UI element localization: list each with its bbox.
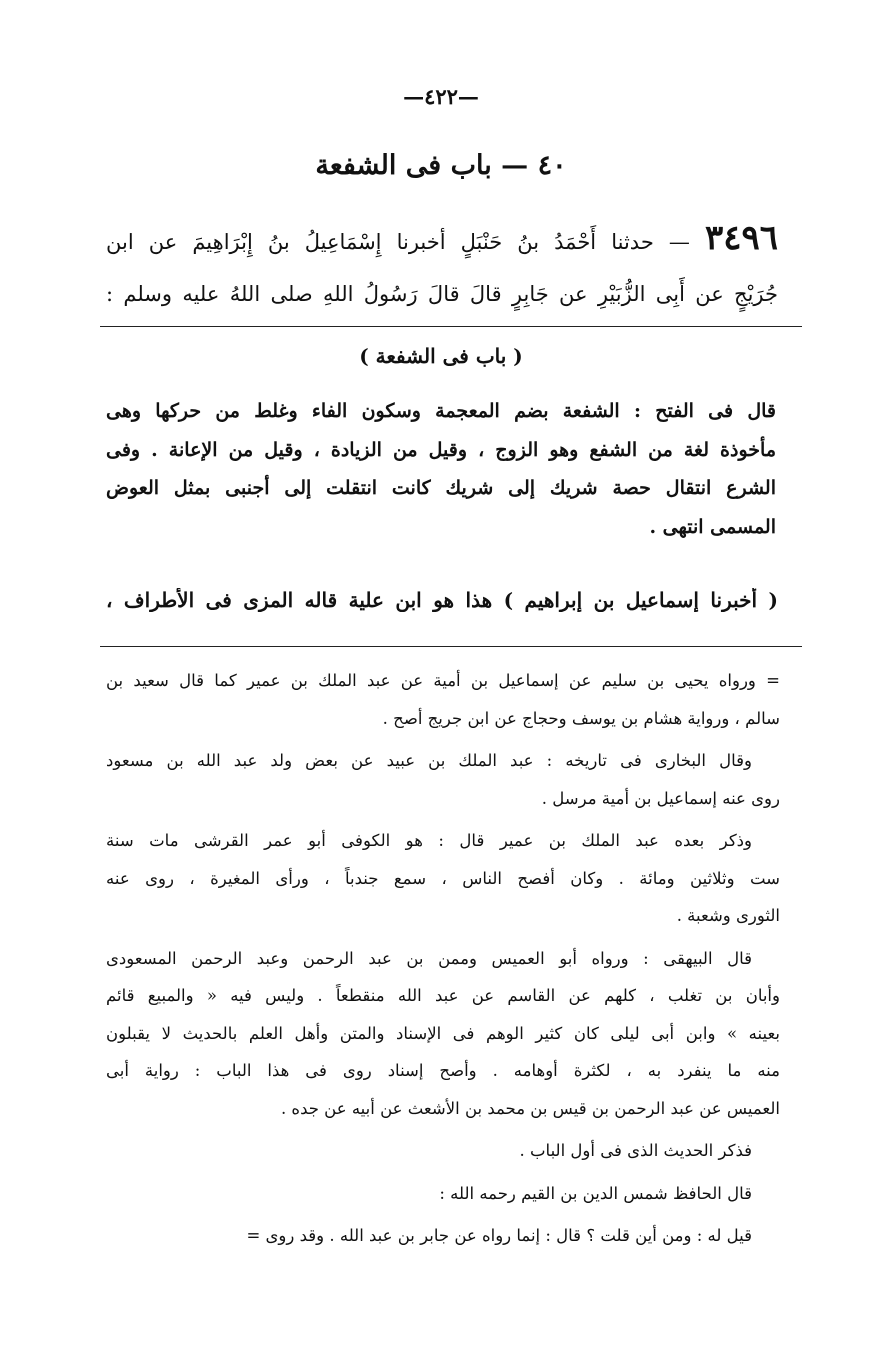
footnote-line: ست وثلاثين ومائة . وكان أفصح الناس ، سمع جندباً ، ورأى المغيرة ، روى عنه (106, 868, 780, 888)
footnote-paragraph (106, 1132, 780, 1170)
commentary-line: مأخوذة لغة من الشفع وهو الزوج ، وقيل من الزيادة ، وقيل من الإعانة . وفى (106, 438, 776, 461)
footnote-line: = ورواه يحيى بن سليم عن إسماعيل بن أمية عن عبد الملك بن عمير كما قال سعيد بن (106, 671, 780, 690)
footnote-paragraph (106, 1175, 780, 1213)
footnote-paragraph (106, 662, 780, 737)
hadith-line (106, 212, 778, 268)
footnote-line: بعينه » وابن أبى ليلى كان كثير الوهم فى الإسناد والمتن وأهل العلم بالحديث لا يقبلون (106, 1023, 780, 1043)
hadith-line-2: جُرَيْجٍ عن أَبِى الزُّبَيْرِ عن جَابِرٍ قالَ قالَ رَسُولُ اللهِ صلى اللهُ عليه وسلم : (106, 282, 778, 306)
commentary-line: المسمى انتهى . (649, 515, 776, 538)
footnote-line: روى عنه إسماعيل بن أمية مرسل . (541, 788, 780, 808)
commentary-line: قال فى الفتح : الشفعة بضم المعجمة وسكون الفاء وغلط من حركها وهى (106, 400, 776, 422)
commentary-line: الشرع انتقال حصة شريك إلى شريك كانت انتقلت إلى أجنبى بمثل العوض (106, 477, 776, 499)
footnote-line: قال البيهقى : ورواه أبو العميس وممن بن عبد الرحمن وعبد الرحمن المسعودى (106, 948, 752, 968)
footnote-divider (100, 646, 802, 647)
book-page (106, 0, 780, 1365)
footnote-paragraph (106, 940, 780, 1128)
commentary-note: ( أخبرنا إسماعيل بن إبراهيم ) هذا هو ابن علية قاله المزى فى الأطراف ، (106, 588, 778, 612)
hadith-number: ٣٤٩٦ (704, 218, 778, 258)
hadith-line-1: — حدثنا أَحْمَدُ بنُ حَنْبَلٍ أخبرنا إِسْمَاعِيلُ بنُ إِبْرَاهِيمَ عن ابن (106, 230, 690, 254)
footnote-line: منه ما ينفرد به ، لكثرة أوهامه . وأصح إسناد روى فى هذا الباب : رواية أبى (106, 1061, 780, 1080)
footnote-line: سالم ، ورواية هشام بن يوسف وحجاج عن ابن جريج أصح . (382, 708, 780, 728)
divider-rule (100, 326, 802, 327)
footnote-line: قال الحافظ شمس الدين بن القيم رحمه الله : (439, 1183, 752, 1203)
footnote-line: الثورى وشعبة . (676, 906, 780, 925)
hadith-text (106, 212, 778, 320)
chapter-title: ٤٠ — باب فى الشفعة (315, 150, 567, 181)
footnote-line: قيل له : ومن أين قلت ؟ قال : إنما رواه عن جابر بن عبد الله . وقد روى = (246, 1226, 752, 1245)
footnote-paragraph (106, 742, 780, 817)
footnote-line: وأبان بن تغلب ، كلهم عن القاسم عن عبد الله منقطعاً . وليس فيه « والمبيع قائم (106, 986, 780, 1005)
footnotes (106, 662, 780, 1260)
footnote-paragraph (106, 822, 780, 935)
footnote-line: وقال البخارى فى تاريخه : عبد الملك بن عبيد عن بعض ولد عبد الله بن مسعود (106, 751, 752, 770)
commentary-heading: ( باب فى الشفعة ) (359, 344, 523, 368)
commentary-body (106, 392, 776, 546)
footnote-line: فذكر الحديث الذى فى أول الباب . (519, 1141, 752, 1160)
footnote-paragraph (106, 1217, 780, 1255)
footnote-line: وذكر بعده عبد الملك بن عمير قال : هو الكوفى أبو عمر القرشى مات سنة (106, 831, 752, 850)
page-number: —٤٢٢— (403, 84, 479, 109)
footnote-line: العميس عن عبد الرحمن بن قيس بن محمد بن الأشعث عن أبيه عن جده . (280, 1098, 780, 1118)
